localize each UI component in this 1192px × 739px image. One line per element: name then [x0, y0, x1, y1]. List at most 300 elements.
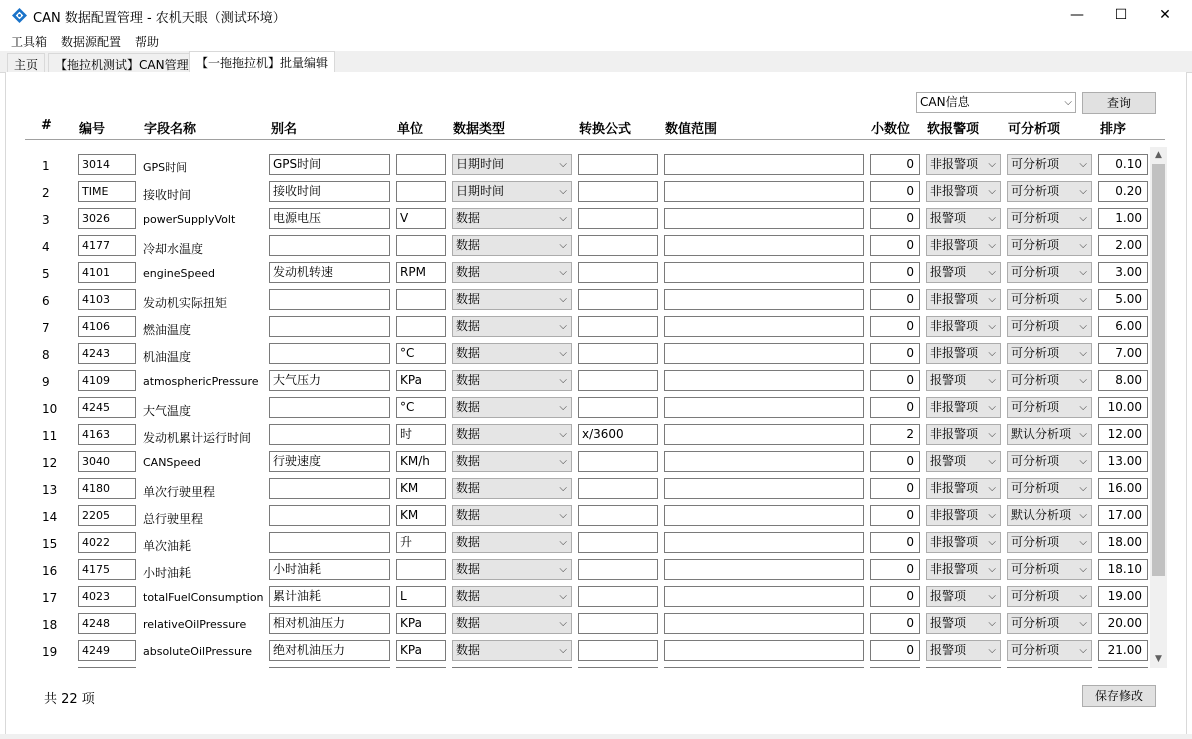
col-header-data-type: 数据类型 [453, 122, 506, 137]
chevron-down-icon: ⌵ [988, 240, 996, 251]
unit-input[interactable]: °C [396, 397, 446, 418]
col-header-index: # [41, 118, 52, 133]
menu-datasource[interactable]: 数据源配置 [61, 35, 122, 49]
soft-alarm-select[interactable] [926, 424, 1001, 445]
cell-input[interactable] [78, 667, 136, 668]
data-type-select[interactable] [452, 370, 572, 391]
data-type-select[interactable] [452, 424, 572, 445]
alias-input[interactable]: 大气压力 [269, 370, 390, 391]
chevron-down-icon: ⌵ [559, 348, 567, 359]
analysis-select[interactable] [1007, 316, 1092, 337]
soft-alarm-select[interactable] [926, 289, 1001, 310]
formula-input[interactable] [578, 154, 658, 175]
select-value: 数据 [456, 373, 481, 387]
code-input[interactable]: 4163 [78, 424, 136, 445]
select-value: 可分析项 [1011, 616, 1060, 630]
chevron-down-icon: ⌵ [1079, 402, 1087, 413]
analysis-select[interactable] [1007, 478, 1092, 499]
data-type-select[interactable] [452, 559, 572, 580]
unit-input[interactable] [396, 316, 446, 337]
filter-select[interactable] [916, 92, 1076, 113]
decimals-input[interactable]: 0 [870, 208, 920, 229]
soft-alarm-select[interactable] [926, 181, 1001, 202]
decimals-input[interactable]: 0 [870, 451, 920, 472]
analysis-select[interactable] [1007, 640, 1092, 661]
value-range-input[interactable] [664, 586, 864, 607]
cell-input[interactable] [926, 667, 1001, 668]
formula-input[interactable] [578, 262, 658, 283]
formula-input[interactable]: x/3600 [578, 424, 658, 445]
alias-input[interactable] [269, 478, 390, 499]
unit-input[interactable]: V [396, 208, 446, 229]
unit-input[interactable]: 升 [396, 532, 446, 553]
vertical-scrollbar[interactable] [1150, 147, 1167, 668]
sort-input[interactable]: 8.00 [1098, 370, 1148, 391]
code-input[interactable]: 3040 [78, 451, 136, 472]
analysis-select[interactable] [1007, 451, 1092, 472]
sort-input[interactable]: 16.00 [1098, 478, 1148, 499]
select-value: 可分析项 [1011, 562, 1060, 576]
formula-input[interactable] [578, 235, 658, 256]
value-range-input[interactable] [664, 559, 864, 580]
field-name: 冷却水温度 [143, 242, 204, 256]
formula-input[interactable] [578, 505, 658, 526]
table-row [0, 476, 1150, 503]
record-count: 共 22 项 [44, 692, 95, 707]
cell-input[interactable] [269, 667, 390, 668]
menu-help[interactable]: 帮助 [135, 35, 160, 49]
chevron-down-icon: ⌵ [559, 564, 567, 575]
analysis-select[interactable] [1007, 613, 1092, 634]
alias-input[interactable] [269, 235, 390, 256]
alias-input[interactable] [269, 316, 390, 337]
select-value: 数据 [456, 454, 481, 468]
data-type-select[interactable] [452, 640, 572, 661]
select-value: 数据 [456, 319, 481, 333]
unit-input[interactable] [396, 559, 446, 580]
analysis-select[interactable] [1007, 235, 1092, 256]
field-name: 燃油温度 [143, 323, 192, 337]
alias-input[interactable]: 小时油耗 [269, 559, 390, 580]
table-row [0, 422, 1150, 449]
chevron-down-icon: ⌵ [1079, 186, 1087, 197]
soft-alarm-select[interactable] [926, 208, 1001, 229]
unit-input[interactable] [396, 154, 446, 175]
alias-input[interactable]: 电源电压 [269, 208, 390, 229]
data-type-select[interactable] [452, 316, 572, 337]
decimals-input[interactable]: 0 [870, 316, 920, 337]
value-range-input[interactable] [664, 505, 864, 526]
formula-input[interactable] [578, 586, 658, 607]
col-header-value-range: 数值范围 [665, 122, 718, 137]
formula-input[interactable] [578, 316, 658, 337]
sort-input[interactable]: 12.00 [1098, 424, 1148, 445]
alias-input[interactable] [269, 397, 390, 418]
code-input[interactable]: 4022 [78, 532, 136, 553]
value-range-input[interactable] [664, 208, 864, 229]
value-range-input[interactable] [664, 397, 864, 418]
alias-input[interactable]: GPS时间 [269, 154, 390, 175]
value-range-input[interactable] [664, 343, 864, 364]
code-input[interactable]: 4103 [78, 289, 136, 310]
row-index: 3 [42, 213, 50, 227]
select-value: 可分析项 [1011, 346, 1060, 360]
unit-input[interactable]: KM/h [396, 451, 446, 472]
data-type-select[interactable] [452, 208, 572, 229]
sort-input[interactable]: 2.00 [1098, 235, 1148, 256]
select-value: 数据 [456, 535, 481, 549]
row-index: 14 [42, 510, 58, 524]
soft-alarm-select[interactable] [926, 343, 1001, 364]
col-header-code: 编号 [79, 122, 106, 137]
row-index: 10 [42, 402, 58, 416]
col-header-formula: 转换公式 [579, 122, 632, 137]
decimals-input[interactable]: 0 [870, 613, 920, 634]
soft-alarm-select[interactable] [926, 451, 1001, 472]
code-input[interactable]: 4243 [78, 343, 136, 364]
soft-alarm-select[interactable] [926, 316, 1001, 337]
select-value: 默认分析项 [1011, 508, 1072, 522]
code-input[interactable]: 3026 [78, 208, 136, 229]
cell-input[interactable] [664, 667, 864, 668]
select-value: 报警项 [930, 616, 967, 630]
value-range-input[interactable] [664, 370, 864, 391]
row-index: 11 [42, 429, 58, 443]
decimals-input[interactable]: 0 [870, 154, 920, 175]
code-input[interactable]: 2205 [78, 505, 136, 526]
cell-input[interactable] [1007, 667, 1092, 668]
field-name: CANSpeed [143, 456, 201, 469]
code-input[interactable]: 4248 [78, 613, 136, 634]
select-value: 报警项 [930, 589, 967, 603]
row-index: 18 [42, 618, 58, 632]
data-type-select[interactable] [452, 235, 572, 256]
soft-alarm-select[interactable] [926, 613, 1001, 634]
unit-input[interactable] [396, 235, 446, 256]
cell-input[interactable] [578, 667, 658, 668]
chevron-down-icon: ⌵ [988, 510, 996, 521]
scroll-down-icon[interactable]: ▼ [1155, 654, 1162, 664]
select-value: 非报警项 [930, 238, 979, 252]
decimals-input[interactable]: 0 [870, 181, 920, 202]
chevron-down-icon: ⌵ [1079, 564, 1087, 575]
unit-input[interactable]: RPM [396, 262, 446, 283]
value-range-input[interactable] [664, 316, 864, 337]
select-value: 报警项 [930, 373, 967, 387]
alias-input[interactable]: 相对机油压力 [269, 613, 390, 634]
query-button[interactable]: 查询 [1082, 92, 1156, 114]
data-type-select[interactable] [452, 586, 572, 607]
cell-input[interactable] [1098, 667, 1148, 668]
decimals-input[interactable]: 0 [870, 640, 920, 661]
sort-input[interactable]: 19.00 [1098, 586, 1148, 607]
select-value: 可分析项 [1011, 211, 1060, 225]
formula-input[interactable] [578, 343, 658, 364]
sort-input[interactable]: 21.00 [1098, 640, 1148, 661]
alias-input[interactable]: 发动机转速 [269, 262, 390, 283]
value-range-input[interactable] [664, 532, 864, 553]
analysis-select[interactable] [1007, 289, 1092, 310]
select-value: 非报警项 [930, 400, 979, 414]
unit-input[interactable]: L [396, 586, 446, 607]
soft-alarm-select[interactable] [926, 397, 1001, 418]
select-value: 数据 [456, 238, 481, 252]
alias-input[interactable] [269, 532, 390, 553]
soft-alarm-select[interactable] [926, 640, 1001, 661]
formula-input[interactable] [578, 640, 658, 661]
tab-batch-edit[interactable]: 【一拖拖拉机】批量编辑 [189, 51, 335, 74]
decimals-input[interactable]: 0 [870, 586, 920, 607]
unit-input[interactable]: KM [396, 505, 446, 526]
formula-input[interactable] [578, 613, 658, 634]
alias-input[interactable] [269, 424, 390, 445]
cell-input[interactable] [870, 667, 920, 668]
sort-input[interactable]: 10.00 [1098, 397, 1148, 418]
formula-input[interactable] [578, 208, 658, 229]
menu-bar [0, 30, 1192, 51]
data-type-select[interactable] [452, 505, 572, 526]
formula-input[interactable] [578, 181, 658, 202]
analysis-select[interactable] [1007, 505, 1092, 526]
minimize-button[interactable]: — [1070, 7, 1084, 23]
sort-input[interactable]: 7.00 [1098, 343, 1148, 364]
alias-input[interactable]: 累计油耗 [269, 586, 390, 607]
select-value: 可分析项 [1011, 292, 1060, 306]
tab-home[interactable]: 主页 [7, 53, 45, 73]
code-input[interactable]: 4175 [78, 559, 136, 580]
table-row [0, 584, 1150, 611]
decimals-input[interactable]: 2 [870, 424, 920, 445]
data-type-select[interactable] [452, 451, 572, 472]
code-input[interactable]: 4101 [78, 262, 136, 283]
value-range-input[interactable] [664, 235, 864, 256]
analysis-select[interactable] [1007, 181, 1092, 202]
data-type-select[interactable] [452, 181, 572, 202]
analysis-select[interactable] [1007, 586, 1092, 607]
field-name: 小时油耗 [143, 566, 192, 580]
value-range-input[interactable] [664, 424, 864, 445]
decimals-input[interactable]: 0 [870, 505, 920, 526]
row-index: 13 [42, 483, 58, 497]
sort-input[interactable]: 0.10 [1098, 154, 1148, 175]
chevron-down-icon: ⌵ [988, 213, 996, 224]
row-index: 5 [42, 267, 50, 281]
soft-alarm-select[interactable] [926, 370, 1001, 391]
unit-input[interactable] [396, 181, 446, 202]
cell-input[interactable] [396, 667, 446, 668]
unit-input[interactable]: °C [396, 343, 446, 364]
tab-tractor-test-can[interactable]: 【拖拉机测试】CAN管理 [48, 53, 196, 73]
analysis-select[interactable] [1007, 208, 1092, 229]
analysis-select[interactable] [1007, 424, 1092, 445]
app-diamond-icon [12, 8, 27, 23]
save-changes-button[interactable]: 保存修改 [1082, 685, 1156, 707]
field-name: 单次油耗 [143, 539, 192, 553]
sort-input[interactable]: 3.00 [1098, 262, 1148, 283]
formula-input[interactable] [578, 289, 658, 310]
chevron-down-icon: ⌵ [559, 483, 567, 494]
formula-input[interactable] [578, 397, 658, 418]
sort-input[interactable]: 5.00 [1098, 289, 1148, 310]
soft-alarm-select[interactable] [926, 235, 1001, 256]
decimals-input[interactable]: 0 [870, 559, 920, 580]
unit-input[interactable] [396, 289, 446, 310]
soft-alarm-select[interactable] [926, 586, 1001, 607]
value-range-input[interactable] [664, 640, 864, 661]
code-input[interactable]: 4023 [78, 586, 136, 607]
code-input[interactable]: 4245 [78, 397, 136, 418]
data-type-select[interactable] [452, 343, 572, 364]
alias-input[interactable] [269, 505, 390, 526]
formula-input[interactable] [578, 559, 658, 580]
table-row [0, 152, 1150, 179]
code-input[interactable]: 4109 [78, 370, 136, 391]
select-value: 报警项 [930, 643, 967, 657]
value-range-input[interactable] [664, 262, 864, 283]
alias-input[interactable]: 绝对机油压力 [269, 640, 390, 661]
cell-input[interactable] [452, 667, 572, 668]
value-range-input[interactable] [664, 478, 864, 499]
col-header-sort: 排序 [1100, 122, 1127, 137]
scrollbar-thumb[interactable] [1152, 164, 1165, 576]
decimals-input[interactable]: 0 [870, 235, 920, 256]
table-row [0, 341, 1150, 368]
formula-input[interactable] [578, 370, 658, 391]
decimals-input[interactable]: 0 [870, 370, 920, 391]
sort-input[interactable]: 1.00 [1098, 208, 1148, 229]
analysis-select[interactable] [1007, 343, 1092, 364]
chevron-down-icon: ⌵ [988, 429, 996, 440]
chevron-down-icon: ⌵ [988, 321, 996, 332]
analysis-select[interactable] [1007, 370, 1092, 391]
tab-bar [0, 51, 1192, 73]
decimals-input[interactable]: 0 [870, 343, 920, 364]
select-value: 数据 [456, 427, 481, 441]
formula-input[interactable] [578, 451, 658, 472]
value-range-input[interactable] [664, 181, 864, 202]
unit-input[interactable]: 时 [396, 424, 446, 445]
value-range-input[interactable] [664, 451, 864, 472]
sort-input[interactable]: 18.10 [1098, 559, 1148, 580]
code-input[interactable]: 4106 [78, 316, 136, 337]
select-value: 非报警项 [930, 184, 979, 198]
soft-alarm-select[interactable] [926, 559, 1001, 580]
formula-input[interactable] [578, 478, 658, 499]
soft-alarm-select[interactable] [926, 505, 1001, 526]
chevron-down-icon: ⌵ [559, 159, 567, 170]
select-value: 报警项 [930, 265, 967, 279]
data-type-select[interactable] [452, 397, 572, 418]
data-type-select[interactable] [452, 262, 572, 283]
unit-input[interactable]: KM [396, 478, 446, 499]
col-header-analysis: 可分析项 [1008, 122, 1061, 137]
chevron-down-icon: ⌵ [988, 186, 996, 197]
data-type-select[interactable] [452, 532, 572, 553]
decimals-input[interactable]: 0 [870, 397, 920, 418]
chevron-down-icon: ⌵ [1079, 618, 1087, 629]
analysis-select[interactable] [1007, 262, 1092, 283]
sort-input[interactable]: 17.00 [1098, 505, 1148, 526]
table-row [0, 233, 1150, 260]
alias-input[interactable]: 接收时间 [269, 181, 390, 202]
alias-input[interactable] [269, 289, 390, 310]
unit-input[interactable]: KPa [396, 613, 446, 634]
sort-input[interactable]: 13.00 [1098, 451, 1148, 472]
table-row [0, 206, 1150, 233]
unit-input[interactable]: KPa [396, 640, 446, 661]
data-type-select[interactable] [452, 478, 572, 499]
formula-input[interactable] [578, 532, 658, 553]
soft-alarm-select[interactable] [926, 478, 1001, 499]
soft-alarm-select[interactable] [926, 262, 1001, 283]
alias-input[interactable]: 行驶速度 [269, 451, 390, 472]
sort-input[interactable]: 18.00 [1098, 532, 1148, 553]
code-input[interactable]: 4249 [78, 640, 136, 661]
chevron-down-icon: ⌵ [988, 348, 996, 359]
value-range-input[interactable] [664, 289, 864, 310]
decimals-input[interactable]: 0 [870, 289, 920, 310]
data-type-select[interactable] [452, 154, 572, 175]
sort-input[interactable]: 20.00 [1098, 613, 1148, 634]
menu-toolbox[interactable]: 工具箱 [11, 35, 48, 49]
field-name: 单次行驶里程 [143, 485, 216, 499]
title-bar [0, 0, 1192, 30]
select-value: 数据 [456, 292, 481, 306]
code-input[interactable]: 4177 [78, 235, 136, 256]
col-header-soft-alarm: 软报警项 [927, 122, 980, 137]
code-input[interactable]: TIME [78, 181, 136, 202]
chevron-down-icon: ⌵ [988, 159, 996, 170]
field-name: 发动机累计运行时间 [143, 431, 252, 445]
sort-input[interactable]: 6.00 [1098, 316, 1148, 337]
data-type-select[interactable] [452, 613, 572, 634]
close-button[interactable]: ✕ [1159, 7, 1171, 23]
field-name: 总行驶里程 [143, 512, 204, 526]
alias-input[interactable] [269, 343, 390, 364]
code-input[interactable]: 4180 [78, 478, 136, 499]
chevron-down-icon: ⌵ [559, 537, 567, 548]
decimals-input[interactable]: 0 [870, 262, 920, 283]
analysis-select[interactable] [1007, 154, 1092, 175]
decimals-input[interactable]: 0 [870, 532, 920, 553]
unit-input[interactable]: KPa [396, 370, 446, 391]
analysis-select[interactable] [1007, 532, 1092, 553]
chevron-down-icon: ⌵ [988, 402, 996, 413]
maximize-button[interactable]: ☐ [1114, 7, 1128, 23]
value-range-input[interactable] [664, 613, 864, 634]
chevron-down-icon: ⌵ [559, 213, 567, 224]
select-value: 数据 [456, 508, 481, 522]
soft-alarm-select[interactable] [926, 154, 1001, 175]
select-value: 可分析项 [1011, 319, 1060, 333]
data-type-select[interactable] [452, 289, 572, 310]
select-value: 非报警项 [930, 562, 979, 576]
decimals-input[interactable]: 0 [870, 478, 920, 499]
field-name: atmosphericPressure [143, 375, 259, 388]
chevron-down-icon: ⌵ [988, 591, 996, 602]
sort-input[interactable]: 0.20 [1098, 181, 1148, 202]
code-input[interactable]: 3014 [78, 154, 136, 175]
soft-alarm-select[interactable] [926, 532, 1001, 553]
value-range-input[interactable] [664, 154, 864, 175]
analysis-select[interactable] [1007, 559, 1092, 580]
analysis-select[interactable] [1007, 397, 1092, 418]
row-index: 7 [42, 321, 50, 335]
scroll-up-icon[interactable]: ▲ [1155, 150, 1162, 160]
select-value: 报警项 [930, 454, 967, 468]
chevron-down-icon: ⌵ [1079, 213, 1087, 224]
select-value: 数据 [456, 589, 481, 603]
